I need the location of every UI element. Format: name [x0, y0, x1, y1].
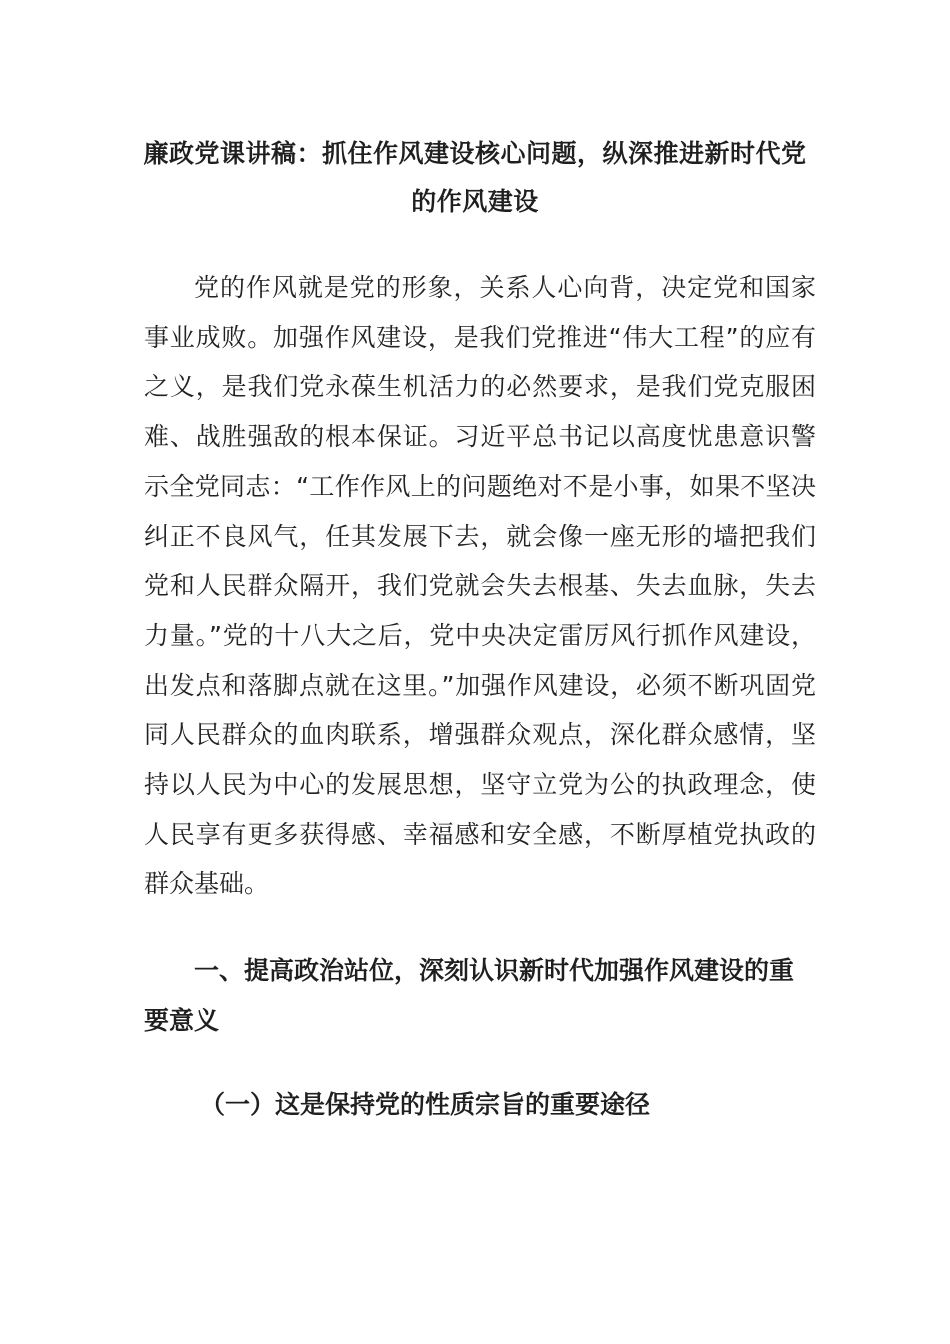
section-heading: 一、提高政治站位，深刻认识新时代加强作风建设的重要意义	[144, 956, 795, 1035]
intro-paragraph: 党的作风就是党的形象，关系人心向背，决定党和国家事业成败。加强作风建设，是我们党推进“伟大工程”的应有之义，是我们党永葆生机活力的必然要求，是我们党克服困难、战胜强敌的根本保证。习近平总书记以高度忧患意识警示全党同志：“工作作风上的问题绝对不是小事，如果不坚决纠正不良风气，任其发展下去，就会像一座无形的墙把我们党和人民群众隔开，我们党就会失去根基、失去血脉，失去力量。”党的十八大之后，党中央决定雷厉风行抓作风建设，出发点和落脚点就在这里。”加强作风建设，必须不断巩固党同人民群众的血肉联系，增强群众观点，深化群众感情，坚持以人民为中心的发展思想，坚守立党为公的执政理念，使人民享有更多获得感、幸福感和安全感，不断厚植党执政的群众基础。	[144, 273, 816, 899]
subsection-heading: （一）这是保持党的性质宗旨的重要途径	[200, 1090, 651, 1119]
document-title: 廉政党课讲稿：抓住作风建设核心问题，纵深推进新时代党的作风建设	[143, 139, 807, 216]
